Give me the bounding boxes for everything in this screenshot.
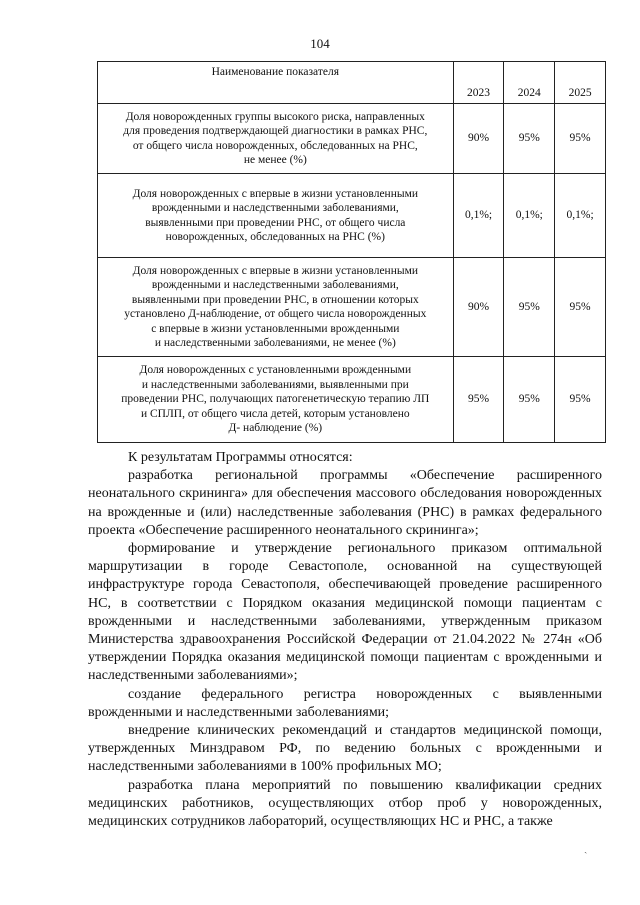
value-cell: 0,1%; (504, 174, 555, 258)
value-cell: 0,1%; (555, 174, 606, 258)
table-row (98, 357, 606, 443)
value-cell: 95% (453, 357, 504, 443)
value-cell: 95% (555, 357, 606, 443)
header-year-2023: 2023 (453, 62, 504, 104)
indicator-name-cell (98, 357, 454, 443)
indicator-name: Доля новорожденных с впервые в жизни установленными врожденными и наследственными заболеваниями, выявленными при проведении РНС, в отношении которых установлено Д-наблюдение, от общего числа новорожденных с впервые в жизни установленными врожденными и наследственными заболеваниями, не менее (%) (124, 264, 427, 349)
page-number: 104 (310, 36, 330, 51)
result-item: разработка плана мероприятий по повышению квалификации средних медицинских работников, осуществляющих отбор проб у новорожденных, медицинских сотрудников лабораторий, осуществляющих НС и РНС, а также (88, 777, 602, 830)
value-cell: 95% (555, 104, 606, 174)
table-row (98, 104, 606, 174)
indicator-name-cell (98, 258, 454, 357)
indicator-name: Доля новорожденных с впервые в жизни установленными врожденными и наследственными заболеваниями, выявленными при проведении РНС, от общего числа новорожденных, обследованных на РНС (%) (132, 187, 419, 243)
result-item: разработка региональной программы «Обеспечение расширенного неонатального скрининга» для обеспечения массового обследования новорожденных на врожденные и (или) наследственные заболевания (РНС) в рамках федерального проекта «Обеспечение расширенного неонатального скрининга»; (88, 468, 602, 538)
value-cell: 0,1%; (453, 174, 504, 258)
header-year-2024: 2024 (504, 62, 555, 104)
result-item: создание федерального регистра новорожденных с выявленными врожденными и наследственными заболеваниями; (88, 686, 602, 720)
results-intro: К результатам Программы относятся: (128, 450, 353, 465)
result-item: внедрение клинических рекомендаций и стандартов медицинской помощи, утвержденных Минздравом РФ, по ведению больных с врожденными и наследственными заболеваниями в 100% профильных МО; (88, 723, 602, 775)
indicator-name: Доля новорожденных группы высокого риска, направленных для проведения подтверждающей диагностики в рамках РНС, от общего числа новорожденных, обследованных на РНС, не менее (%) (123, 110, 428, 166)
body-text (88, 449, 602, 831)
header-indicator-name: Наименование показателя (98, 62, 454, 104)
value-cell: 90% (453, 258, 504, 357)
table-header-row (98, 62, 606, 104)
table-row (98, 258, 606, 357)
scan-mark: ˎ (584, 843, 588, 854)
indicator-name: Доля новорожденных с установленными врожденными и наследственными заболеваниями, выявленными при проведении РНС, получающих патогенетическую терапию ЛП и СПЛП, от общего числа детей, которым установлено Д- наблюдение (%) (121, 364, 430, 435)
indicators-table (97, 61, 606, 443)
value-cell: 95% (504, 357, 555, 443)
header-year-2025: 2025 (555, 62, 606, 104)
value-cell: 90% (453, 104, 504, 174)
result-item: формирование и утверждение регионального приказом оптимальной маршрутизации в городе Севастополе, основанной на существующей инфраструктуре города Севастополя, обеспечивающей проведение расширенного НС, в соответствии с Порядком оказания медицинской помощи пациентам с врожденными и наследственными заболеваниями, утвержденным приказом Министерства здравоохранения Российской Федерации от 21.04.2022 № 274н «Об утверждении Порядка оказания медицинской помощи пациентам с врожденными и наследственными заболеваниями»; (88, 541, 602, 684)
value-cell: 95% (555, 258, 606, 357)
indicator-name-cell (98, 174, 454, 258)
value-cell: 95% (504, 104, 555, 174)
table-row (98, 174, 606, 258)
indicator-name-cell (98, 104, 454, 174)
value-cell: 95% (504, 258, 555, 357)
